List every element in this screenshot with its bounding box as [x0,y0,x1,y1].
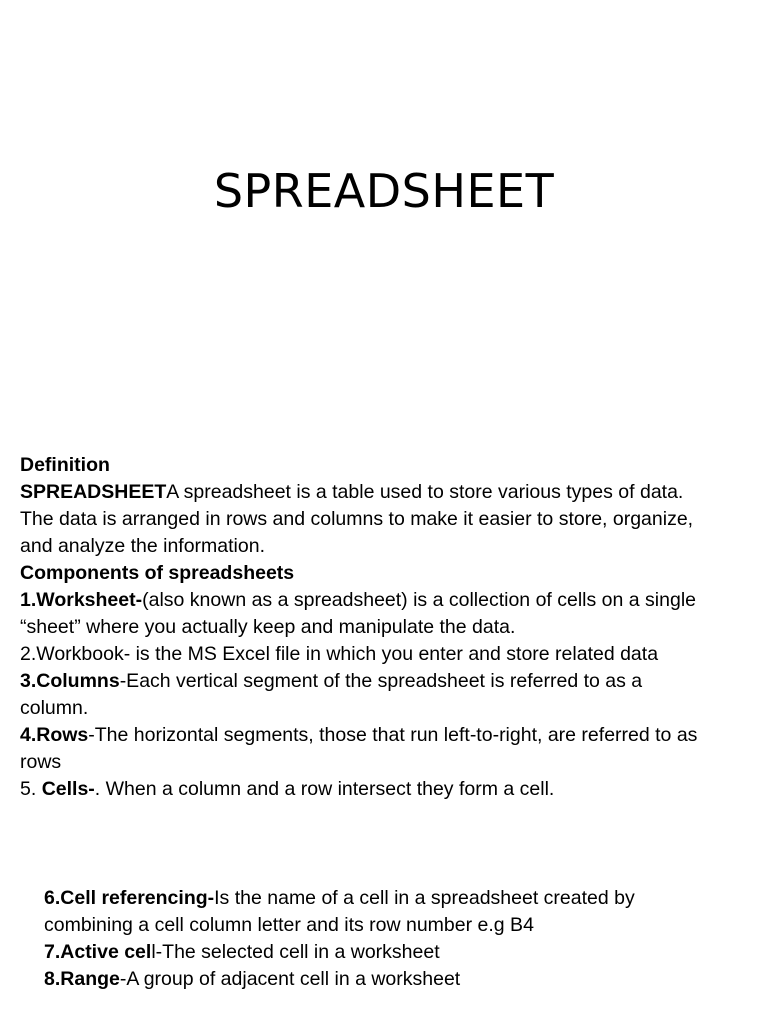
component-term: 3.Columns [20,670,120,692]
component-text: -Each vertical segment of the spreadsheet is referred to as a column. [20,670,643,719]
component-prefix: 5. [20,778,42,800]
component-text: 2.Workbook- is the MS Excel file in which you enter and store related data [20,643,659,665]
component-item-cells [20,776,700,803]
component-item-workbook [20,641,700,668]
component-term: 4.Rows [20,724,89,746]
component-term: 8.Range [44,968,120,990]
component-term: 7.Active cel [44,941,152,963]
definition-section [20,452,700,803]
component-item-columns [20,668,700,722]
component-text: l-The selected cell in a worksheet [151,941,440,963]
components-heading: Components of spreadsheets [20,562,295,584]
component-item-rows [20,722,700,776]
component-term: 6.Cell referencing- [44,887,215,909]
component-text: -The horizontal segments, those that run left-to-right, are referred to as rows [20,724,698,773]
definition-text: A spreadsheet is a table used to store various types of data. The data is arranged in rows and columns to make it easier to store, organize, and analyze the information. [20,481,694,557]
page-title: SPREADSHEET [213,164,555,218]
component-text: -A group of adjacent cell in a worksheet [119,968,461,990]
more-components-section [44,885,704,993]
component-item-cell-referencing [44,885,704,939]
component-text: (also known as a spreadsheet) is a collection of cells on a single “sheet” where you actually keep and manipulate the data. [20,589,696,638]
component-item-range [44,966,704,993]
component-text: . When a column and a row intersect they form a cell. [94,778,555,800]
component-item-worksheet [20,587,700,641]
component-text: Is the name of a cell in a spreadsheet created by combining a cell column letter and its row number e.g B4 [44,887,635,936]
component-term: Cells- [41,778,95,800]
definition-term: SPREADSHEET [20,481,167,503]
component-item-active-cell [44,939,704,966]
definition-heading: Definition [20,454,110,476]
definition-paragraph [20,479,700,560]
component-term: 1.Worksheet- [20,589,143,611]
